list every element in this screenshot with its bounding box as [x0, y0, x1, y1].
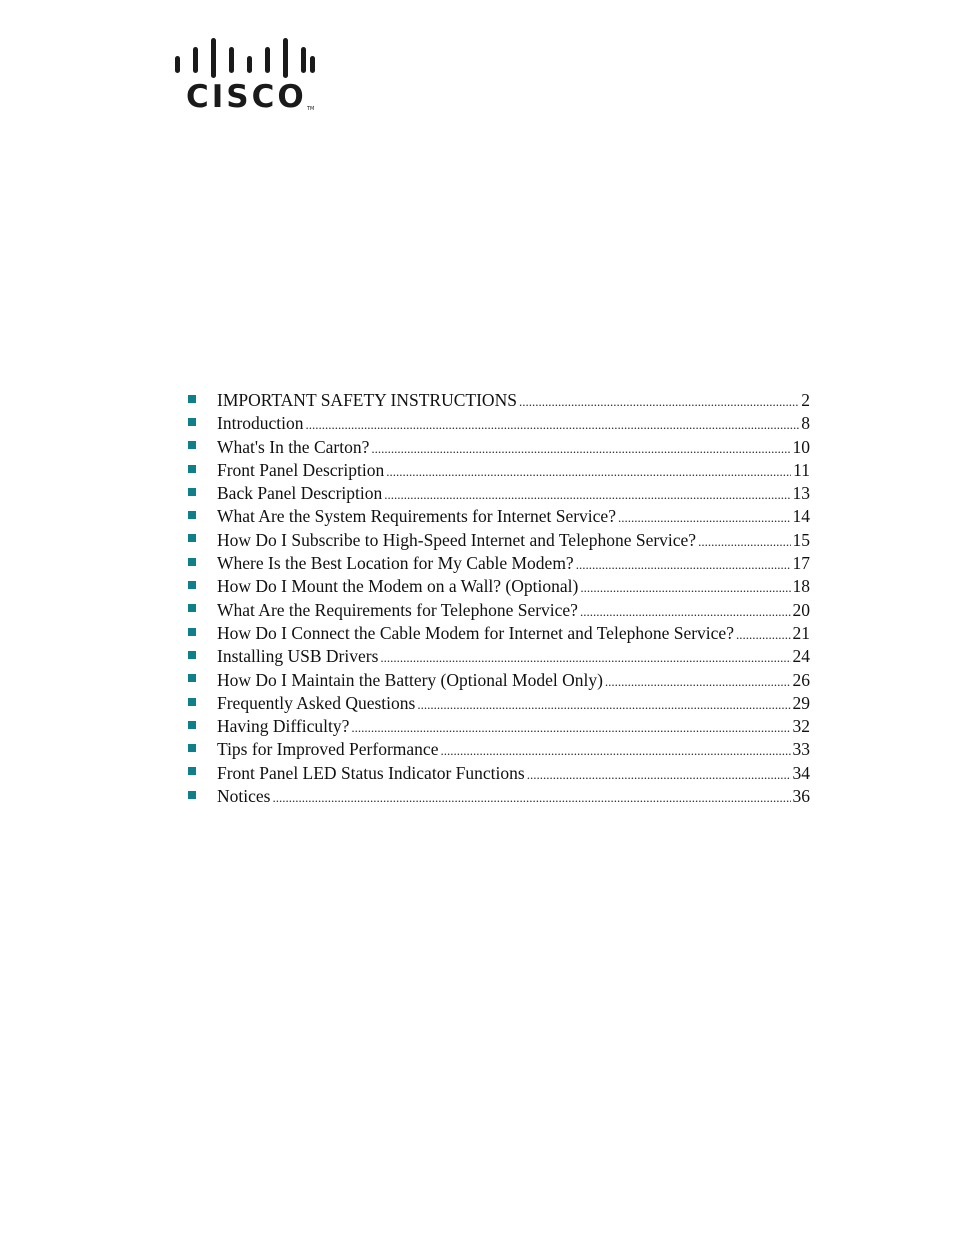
toc-entry-title: Front Panel Description — [217, 459, 385, 480]
toc-entry[interactable] — [188, 738, 810, 761]
toc-entry[interactable] — [188, 645, 810, 668]
toc-entry-page: 14 — [792, 506, 810, 527]
toc-entry-page: 24 — [792, 646, 810, 667]
dot-leader — [580, 600, 791, 623]
toc-entry[interactable] — [188, 692, 810, 715]
dot-leader — [384, 483, 790, 506]
square-bullet-icon — [188, 418, 196, 426]
square-bullet-icon — [188, 604, 196, 612]
toc-entry[interactable] — [188, 482, 810, 505]
toc-entry-title: Where Is the Best Location for My Cable Modem? — [217, 553, 574, 574]
toc-entry-page: 2 — [801, 390, 810, 410]
dot-leader — [417, 693, 790, 716]
square-bullet-icon — [188, 581, 196, 589]
toc-entry[interactable] — [188, 785, 810, 808]
square-bullet-icon — [188, 534, 196, 542]
square-bullet-icon — [188, 465, 196, 473]
cisco-wordmark: CISCO — [186, 79, 307, 115]
toc-entry-title: What Are the System Requirements for Internet Service? — [217, 506, 616, 527]
toc-entry-page: 32 — [792, 716, 810, 737]
square-bullet-icon — [188, 511, 196, 519]
dot-leader — [380, 646, 790, 669]
table-of-contents — [188, 389, 810, 808]
square-bullet-icon — [188, 744, 196, 752]
toc-entry-title: Having Difficulty? — [217, 716, 350, 737]
toc-entry-title: Frequently Asked Questions — [217, 692, 416, 713]
toc-entry-page: 8 — [801, 413, 810, 434]
toc-entry[interactable] — [188, 412, 810, 435]
toc-entry-title: What's In the Carton? — [217, 436, 370, 457]
toc-entry[interactable] — [188, 505, 810, 528]
toc-entry-title: Introduction — [217, 413, 304, 434]
square-bullet-icon — [188, 698, 196, 706]
toc-entry-title: Installing USB Drivers — [217, 646, 379, 667]
square-bullet-icon — [188, 767, 196, 775]
square-bullet-icon — [188, 791, 196, 799]
square-bullet-icon — [188, 674, 196, 682]
toc-entry[interactable] — [188, 552, 810, 575]
square-bullet-icon — [188, 441, 196, 449]
toc-entry-title: Notices — [217, 786, 271, 807]
dot-leader — [386, 460, 791, 483]
toc-entry-page: 20 — [792, 599, 810, 620]
toc-entry-title: Front Panel LED Status Indicator Functions — [217, 762, 525, 783]
dot-leader — [272, 786, 790, 809]
toc-entry[interactable] — [188, 599, 810, 622]
toc-entry-page: 10 — [792, 436, 810, 457]
trademark-mark: TM — [307, 106, 315, 112]
toc-entry-page: 18 — [792, 576, 810, 597]
toc-entry[interactable] — [188, 436, 810, 459]
toc-entry-title: How Do I Maintain the Battery (Optional Model Only) — [217, 669, 603, 690]
square-bullet-icon — [188, 628, 196, 636]
dot-leader — [605, 670, 791, 693]
toc-entry-title: Tips for Improved Performance — [217, 739, 439, 760]
toc-entry-page: 29 — [792, 692, 810, 713]
dot-leader — [618, 506, 791, 529]
toc-entry-title: How Do I Subscribe to High-Speed Internet and Telephone Service? — [217, 529, 697, 550]
toc-entry[interactable] — [188, 622, 810, 645]
toc-entry-page: 26 — [792, 669, 810, 690]
toc-entry-page: 11 — [793, 459, 810, 480]
toc-entry-page: 13 — [792, 483, 810, 504]
toc-entry-title: IMPORTANT SAFETY INSTRUCTIONS — [217, 390, 517, 410]
cisco-logo — [170, 36, 320, 116]
toc-entry[interactable] — [188, 529, 810, 552]
square-bullet-icon — [188, 488, 196, 496]
toc-entry[interactable] — [188, 715, 810, 738]
dot-leader — [519, 390, 799, 413]
square-bullet-icon — [188, 721, 196, 729]
toc-entry[interactable] — [188, 669, 810, 692]
cisco-bridge-icon — [170, 36, 320, 78]
toc-entry-page: 33 — [792, 739, 810, 760]
dot-leader — [306, 413, 800, 436]
dot-leader — [580, 576, 790, 599]
dot-leader — [440, 739, 790, 762]
dot-leader — [736, 623, 791, 646]
toc-entry-page: 17 — [792, 553, 810, 574]
square-bullet-icon — [188, 651, 196, 659]
toc-entry[interactable] — [188, 762, 810, 785]
toc-entry-title: How Do I Mount the Modem on a Wall? (Optional) — [217, 576, 579, 597]
dot-leader — [698, 530, 790, 553]
toc-entry[interactable] — [188, 389, 810, 412]
square-bullet-icon — [188, 395, 196, 403]
dot-leader — [527, 763, 791, 786]
toc-entry-title: Back Panel Description — [217, 483, 383, 504]
dot-leader — [371, 437, 790, 460]
toc-entry-title: How Do I Connect the Cable Modem for Internet and Telephone Service? — [217, 622, 734, 643]
toc-entry-title: What Are the Requirements for Telephone Service? — [217, 599, 578, 620]
dot-leader — [351, 716, 790, 739]
toc-entry-page: 34 — [792, 762, 810, 783]
dot-leader — [576, 553, 791, 576]
toc-entry-page: 21 — [792, 622, 810, 643]
toc-entry[interactable] — [188, 459, 810, 482]
toc-entry[interactable] — [188, 575, 810, 598]
toc-entry-page: 36 — [792, 786, 810, 807]
square-bullet-icon — [188, 558, 196, 566]
toc-entry-page: 15 — [792, 529, 810, 550]
